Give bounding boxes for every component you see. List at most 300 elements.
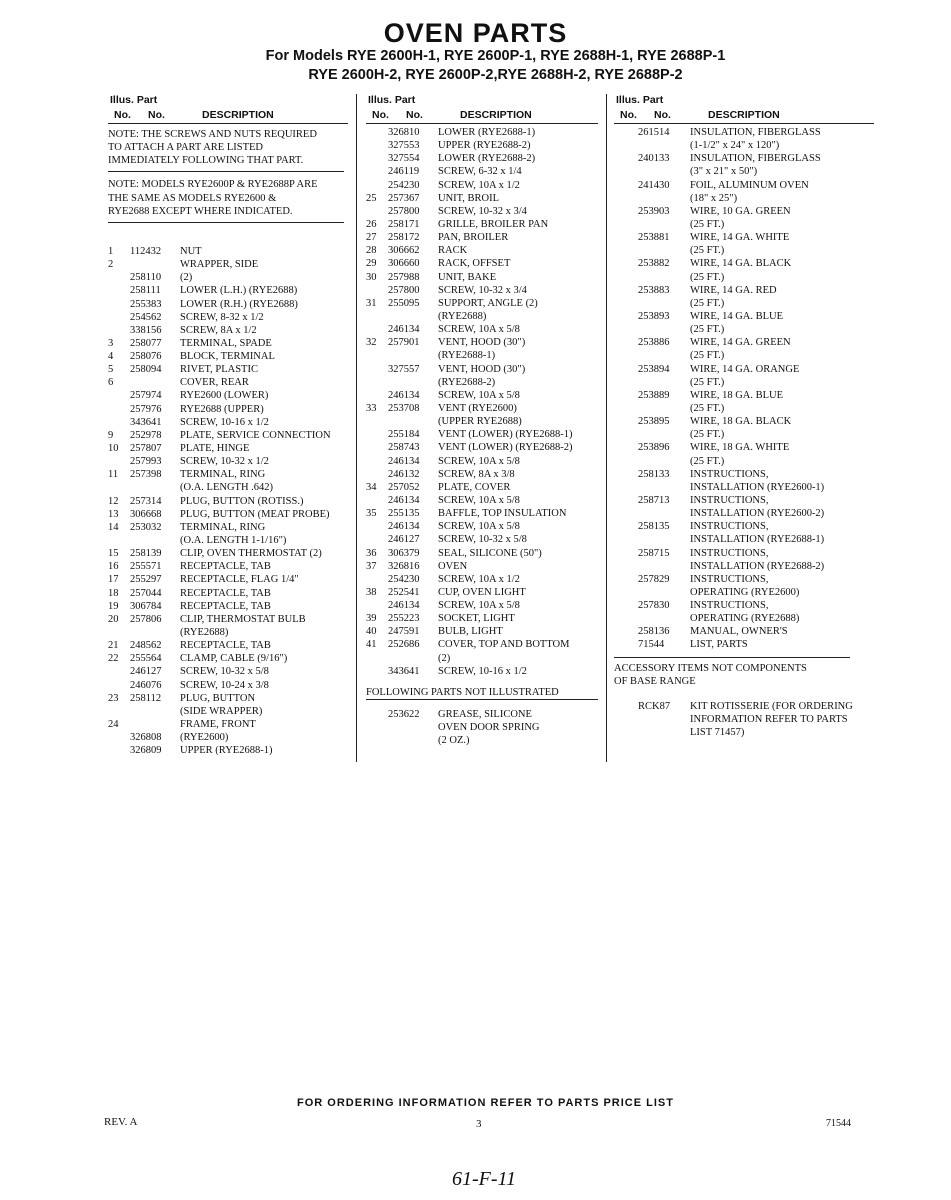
part-row <box>108 284 348 297</box>
part-row <box>614 428 874 441</box>
models-subtitle <box>0 47 951 85</box>
part-row <box>108 573 348 586</box>
illus-number: 38 <box>366 586 377 598</box>
part-number: 257976 <box>130 403 162 415</box>
part-number: 246134 <box>388 389 420 401</box>
part-description: INSTALLATION (RYE2600-2) <box>690 508 825 520</box>
part-row <box>108 495 348 508</box>
part-number: 254562 <box>130 311 162 323</box>
part-number: 246134 <box>388 521 420 533</box>
part-row <box>366 323 598 336</box>
part-number: 258743 <box>388 442 420 454</box>
part-row <box>614 455 874 468</box>
part-number: 255564 <box>130 653 162 665</box>
part-row <box>366 468 598 481</box>
part-row <box>366 494 598 507</box>
part-description: KIT ROTISSERIE (FOR ORDERING <box>690 700 853 712</box>
part-row <box>366 192 598 205</box>
part-row <box>614 586 874 599</box>
part-description: INSULATION, FIBERGLASS <box>690 127 821 138</box>
part-number: 258110 <box>130 272 162 284</box>
part-row <box>614 152 874 165</box>
part-number: 258094 <box>130 364 162 376</box>
part-row <box>108 298 348 311</box>
part-row <box>108 652 348 665</box>
column-header <box>366 94 598 126</box>
part-number: 253903 <box>638 205 670 217</box>
part-description: SCREW, 8A x 1/2 <box>180 324 257 336</box>
part-row <box>108 679 348 692</box>
part-description: WIRE, 10 GA. GREEN <box>690 205 791 217</box>
part-row <box>614 612 874 625</box>
illus-number: 6 <box>108 377 114 389</box>
part-description: (25 FT.) <box>690 324 725 336</box>
part-description: SCREW, 8-32 x 1/2 <box>180 311 264 323</box>
part-row <box>108 324 348 337</box>
part-row <box>614 713 874 726</box>
parts-list-not-illustrated <box>366 708 598 747</box>
illus-part-header: Illus. Part <box>110 94 158 106</box>
part-description: VENT (LOWER) (RYE2688-1) <box>438 429 573 441</box>
part-description: PLATE, SERVICE CONNECTION <box>180 429 331 441</box>
part-description: SCREW, 10A x 1/2 <box>438 179 520 191</box>
part-description: INSTALLATION (RYE2688-1) <box>690 534 825 546</box>
part-description: MANUAL, OWNER'S <box>690 626 788 638</box>
part-number: 248562 <box>130 640 162 652</box>
part-number: 253893 <box>638 310 670 322</box>
part-row <box>366 284 598 297</box>
illus-number: 26 <box>366 218 377 230</box>
part-description: RECEPTACLE, TAB <box>180 600 271 612</box>
part-row <box>614 126 874 139</box>
part-number: 326808 <box>130 732 162 744</box>
part-row <box>614 139 874 152</box>
part-description: UPPER (RYE2688-1) <box>180 745 273 757</box>
part-description: FRAME, FRONT <box>180 719 256 730</box>
part-row <box>366 708 598 721</box>
part-no-header: No. <box>654 109 671 121</box>
part-row <box>614 363 874 376</box>
part-number: 257993 <box>130 456 162 468</box>
illus-number: 27 <box>366 232 377 244</box>
part-row <box>614 349 874 362</box>
part-row <box>366 257 598 270</box>
part-row <box>614 726 874 739</box>
part-description: (RYE2688-2) <box>438 376 496 388</box>
illus-number: 15 <box>108 548 119 560</box>
header-rule <box>108 123 348 124</box>
part-row <box>366 139 598 152</box>
part-number: 253894 <box>638 363 670 375</box>
part-number: 240133 <box>638 153 670 165</box>
part-row <box>614 468 874 481</box>
part-number: 246134 <box>388 324 420 336</box>
part-number: 255297 <box>130 574 162 586</box>
parts-column-1 <box>108 94 348 757</box>
part-description: WIRE, 14 GA. ORANGE <box>690 363 800 375</box>
part-row <box>366 638 598 651</box>
part-number: 246076 <box>130 679 162 691</box>
part-row <box>366 734 598 747</box>
part-row <box>614 192 874 205</box>
part-row <box>366 231 598 244</box>
part-description: INSTRUCTIONS, <box>690 521 769 533</box>
not-illustrated-heading: FOLLOWING PARTS NOT ILLUSTRATED <box>366 686 559 698</box>
part-row <box>108 389 348 402</box>
illus-part-header: Illus. Part <box>368 94 416 106</box>
part-description: RACK, OFFSET <box>438 258 511 270</box>
illus-number: 24 <box>108 719 119 730</box>
part-description: WIRE, 18 GA. BLACK <box>690 416 792 428</box>
part-description: INSTRUCTIONS, <box>690 468 769 480</box>
part-description: NUT <box>180 245 202 257</box>
part-number: 253889 <box>638 389 670 401</box>
part-row <box>108 258 348 271</box>
part-description: (25 FT.) <box>690 429 725 441</box>
illus-number: 36 <box>366 547 377 559</box>
part-description: INSTRUCTIONS, <box>690 547 769 559</box>
parts-list <box>108 245 348 757</box>
part-number: 306660 <box>388 258 420 270</box>
part-row <box>366 533 598 546</box>
part-row <box>366 297 598 310</box>
part-row <box>366 205 598 218</box>
part-row <box>614 599 874 612</box>
part-number: 327554 <box>388 153 420 165</box>
part-description: INSTALLATION (RYE2688-2) <box>690 560 825 572</box>
part-number: 257367 <box>388 192 420 204</box>
illus-number: 5 <box>108 364 114 376</box>
part-description: TERMINAL, RING <box>180 469 266 481</box>
part-description: WIRE, 18 GA. BLUE <box>690 389 784 401</box>
part-description: OPERATING (RYE2688) <box>690 613 800 625</box>
part-description: CLIP, THERMOSTAT BULB <box>180 613 306 625</box>
part-description: (18" x 25") <box>690 192 738 204</box>
divider <box>108 171 344 172</box>
part-row <box>366 310 598 323</box>
part-number: 258135 <box>638 521 670 533</box>
part-number: 258715 <box>638 547 670 559</box>
part-description: OVEN DOOR SPRING <box>438 722 540 734</box>
illus-number: 2 <box>108 259 114 271</box>
part-row <box>614 481 874 494</box>
illus-number: 13 <box>108 508 119 520</box>
part-description: (2 OZ.) <box>438 735 470 747</box>
part-description: COVER, TOP AND BOTTOM <box>438 639 570 651</box>
part-number: 258171 <box>388 218 420 230</box>
part-row <box>108 442 348 455</box>
part-row <box>108 626 348 639</box>
part-row <box>108 468 348 481</box>
column-header <box>614 94 874 126</box>
part-number: 257901 <box>388 337 420 349</box>
part-row <box>366 599 598 612</box>
part-row <box>614 638 874 651</box>
part-number: 246134 <box>388 455 420 467</box>
part-number: 327553 <box>388 140 420 152</box>
part-row <box>108 613 348 626</box>
part-description: RIVET, PLASTIC <box>180 364 258 376</box>
part-number: 257974 <box>130 390 162 402</box>
part-number: 255095 <box>388 297 420 309</box>
accessory-list <box>614 700 874 739</box>
part-no-header: No. <box>406 109 423 121</box>
illus-number: 28 <box>366 245 377 257</box>
part-number: 252686 <box>388 639 420 651</box>
part-description: VENT, HOOD (30") <box>438 363 526 375</box>
part-number: 253622 <box>388 709 420 721</box>
part-row <box>614 389 874 402</box>
part-row <box>614 494 874 507</box>
illus-number: 41 <box>366 639 377 651</box>
part-description: SCREW, 10A x 5/8 <box>438 494 520 506</box>
part-row <box>108 508 348 521</box>
part-description: (RYE2688-1) <box>438 350 496 362</box>
part-description: SCREW, 10A x 5/8 <box>438 324 520 336</box>
description-header: DESCRIPTION <box>202 109 274 121</box>
part-row <box>614 625 874 638</box>
page-number: 3 <box>476 1118 482 1130</box>
part-description: SCREW, 10-32 x 3/4 <box>438 284 527 296</box>
part-description: (O.A. LENGTH 1-1/16") <box>180 535 287 547</box>
part-row <box>366 573 598 586</box>
part-row <box>614 231 874 244</box>
part-row <box>108 245 348 258</box>
handwritten-note: 61-F-11 <box>452 1168 517 1190</box>
description-header: DESCRIPTION <box>460 109 532 121</box>
part-description: RECEPTACLE, TAB <box>180 561 271 573</box>
part-description: RYE2688 (UPPER) <box>180 403 264 415</box>
part-description: VENT (LOWER) (RYE2688-2) <box>438 442 573 454</box>
part-row <box>108 376 348 389</box>
part-description: WIRE, 14 GA. BLACK <box>690 258 792 270</box>
part-description: CUP, OVEN LIGHT <box>438 586 526 598</box>
part-description: (UPPER RYE2688) <box>438 416 522 428</box>
part-description: LIST, PARTS <box>690 639 748 651</box>
part-number: 254230 <box>388 179 420 191</box>
part-row <box>366 441 598 454</box>
part-description: LOWER (L.H.) (RYE2688) <box>180 285 298 297</box>
part-description: SCREW, 10A x 5/8 <box>438 600 520 612</box>
part-description: WIRE, 14 GA. BLUE <box>690 310 784 322</box>
part-number: 258133 <box>638 468 670 480</box>
part-row <box>108 692 348 705</box>
part-number: 112432 <box>130 245 162 257</box>
part-row <box>614 376 874 389</box>
part-row <box>366 560 598 573</box>
illus-number: 11 <box>108 469 119 481</box>
part-description: INSTRUCTIONS, <box>690 494 769 506</box>
part-description: (25 FT.) <box>690 376 725 388</box>
illus-number: 1 <box>108 245 114 257</box>
part-number: 257807 <box>130 443 162 455</box>
part-description: GREASE, SILICONE <box>438 709 532 721</box>
part-description: PLUG, BUTTON (ROTISS.) <box>180 495 304 507</box>
part-row <box>366 402 598 415</box>
part-description: (2) <box>438 652 451 664</box>
part-row <box>366 415 598 428</box>
part-number: 257830 <box>638 600 670 612</box>
part-row <box>366 612 598 625</box>
part-description: SCREW, 10-32 x 1/2 <box>180 456 269 468</box>
part-description: RYE2600 (LOWER) <box>180 390 269 402</box>
part-description: CLAMP, CABLE (9/16") <box>180 653 288 665</box>
description-header: DESCRIPTION <box>708 109 780 121</box>
part-row <box>366 586 598 599</box>
part-row <box>366 336 598 349</box>
part-number: 257398 <box>130 469 162 481</box>
part-row <box>614 284 874 297</box>
part-number: 327557 <box>388 363 420 375</box>
part-number: 338156 <box>130 324 162 336</box>
part-number: 258172 <box>388 232 420 244</box>
part-number: 257829 <box>638 573 670 585</box>
part-row <box>614 415 874 428</box>
part-row <box>366 665 598 678</box>
part-row <box>366 547 598 560</box>
illus-number: 10 <box>108 443 119 455</box>
part-row <box>108 587 348 600</box>
ordering-footer: FOR ORDERING INFORMATION REFER TO PARTS PRICE LIST <box>297 1097 674 1109</box>
part-number: 253882 <box>638 258 670 270</box>
part-number: 326816 <box>388 560 420 572</box>
illus-number: 16 <box>108 561 119 573</box>
part-description: SCREW, 10-32 x 5/8 <box>180 666 269 678</box>
part-number: 258076 <box>130 351 162 363</box>
illus-number: 18 <box>108 587 119 599</box>
part-number: 247591 <box>388 626 420 638</box>
part-description: (RYE2688) <box>180 627 229 639</box>
part-description: (SIDE WRAPPER) <box>180 705 263 717</box>
part-number: 326809 <box>130 745 162 757</box>
page-title: OVEN PARTS <box>383 18 568 48</box>
part-row <box>108 731 348 744</box>
part-description: (RYE2688) <box>438 310 487 322</box>
part-number: 257800 <box>388 205 420 217</box>
part-row <box>614 257 874 270</box>
part-description: WIRE, 14 GA. GREEN <box>690 337 791 349</box>
part-description: LOWER (R.H.) (RYE2688) <box>180 298 298 310</box>
part-row <box>108 521 348 534</box>
part-number: 258077 <box>130 337 162 349</box>
illus-number: 3 <box>108 337 114 349</box>
part-row <box>366 652 598 665</box>
part-no-header: No. <box>148 109 165 121</box>
part-row <box>366 126 598 139</box>
illus-number: 32 <box>366 337 377 349</box>
illus-number: 39 <box>366 613 377 625</box>
part-description: TERMINAL, RING <box>180 521 266 533</box>
part-row <box>614 441 874 454</box>
part-number: 343641 <box>130 416 162 428</box>
column-divider <box>356 94 357 762</box>
part-number: 254230 <box>388 573 420 585</box>
part-description: SCREW, 10-16 x 1/2 <box>438 665 527 677</box>
part-description: VENT, HOOD (30") <box>438 337 526 349</box>
part-row <box>108 337 348 350</box>
part-description: (1-1/2" x 24" x 120") <box>690 140 780 152</box>
header-rule <box>614 123 874 124</box>
part-number: 258112 <box>130 692 162 704</box>
part-description: (25 FT.) <box>690 297 725 309</box>
part-row <box>614 205 874 218</box>
part-row <box>108 416 348 429</box>
part-row <box>614 271 874 284</box>
part-number: 258139 <box>130 548 162 560</box>
illus-number: 9 <box>108 429 114 441</box>
part-row <box>614 533 874 546</box>
illus-number: 12 <box>108 495 119 507</box>
part-row <box>366 363 598 376</box>
part-row <box>108 639 348 652</box>
parts-list <box>614 126 874 652</box>
illus-number: 35 <box>366 508 377 520</box>
illus-number: 17 <box>108 574 119 586</box>
part-row <box>614 310 874 323</box>
illus-number: 40 <box>366 626 377 638</box>
part-description: (25 FT.) <box>690 218 725 230</box>
illus-number: 22 <box>108 653 119 665</box>
part-description: GRILLE, BROILER PAN <box>438 218 549 230</box>
part-description: SCREW, 10A x 5/8 <box>438 389 520 401</box>
part-number: 246132 <box>388 468 420 480</box>
illus-number: 21 <box>108 640 119 652</box>
part-row <box>366 349 598 362</box>
part-row <box>108 547 348 560</box>
part-row <box>366 271 598 284</box>
part-description: SCREW, 10-16 x 1/2 <box>180 416 269 428</box>
part-description: UNIT, BAKE <box>438 271 497 283</box>
part-number: 258111 <box>130 285 161 297</box>
part-row <box>108 705 348 718</box>
part-row <box>614 573 874 586</box>
part-description: CLIP, OVEN THERMOSTAT (2) <box>180 548 322 560</box>
part-description: LIST 71457) <box>690 727 745 739</box>
part-number: 246127 <box>130 666 162 678</box>
divider <box>108 222 344 223</box>
part-number: 246134 <box>388 494 420 506</box>
revision-label: REV. A <box>104 1116 138 1128</box>
part-description: PAN, BROILER <box>438 232 509 244</box>
header-rule <box>366 123 598 124</box>
illus-number: 25 <box>366 192 377 204</box>
part-description: VENT (RYE2600) <box>438 402 517 414</box>
part-description: INSTRUCTIONS, <box>690 573 769 585</box>
part-description: INSTALLATION (RYE2600-1) <box>690 481 825 493</box>
part-description: BAFFLE, TOP INSULATION <box>438 508 567 520</box>
part-number: 255571 <box>130 561 162 573</box>
illus-number: 20 <box>108 613 119 625</box>
part-row <box>366 165 598 178</box>
part-description: (25 FT.) <box>690 245 725 257</box>
part-description: SCREW, 10-32 x 3/4 <box>438 205 527 217</box>
part-number: 258713 <box>638 494 670 506</box>
parts-list <box>366 126 598 678</box>
part-description: WIRE, 18 GA. WHITE <box>690 442 790 454</box>
part-description: SCREW, 10A x 1/2 <box>438 573 520 585</box>
part-description: RACK <box>438 245 468 257</box>
part-description: (25 FT.) <box>690 271 725 283</box>
part-row <box>614 507 874 520</box>
part-row <box>108 560 348 573</box>
screws-note: NOTE: THE SCREWS AND NUTS REQUIRED TO ATTACH A PART ARE LISTED IMMEDIATELY FOLLOWING THAT PART. <box>108 129 317 167</box>
accessory-heading: ACCESSORY ITEMS NOT COMPONENTS OF BASE RANGE <box>614 662 807 687</box>
part-description: SEAL, SILICONE (50") <box>438 547 542 559</box>
part-number: 253886 <box>638 337 670 349</box>
part-description: TERMINAL, SPADE <box>180 337 272 349</box>
part-number: 306784 <box>130 600 162 612</box>
part-number: 246127 <box>388 534 420 546</box>
